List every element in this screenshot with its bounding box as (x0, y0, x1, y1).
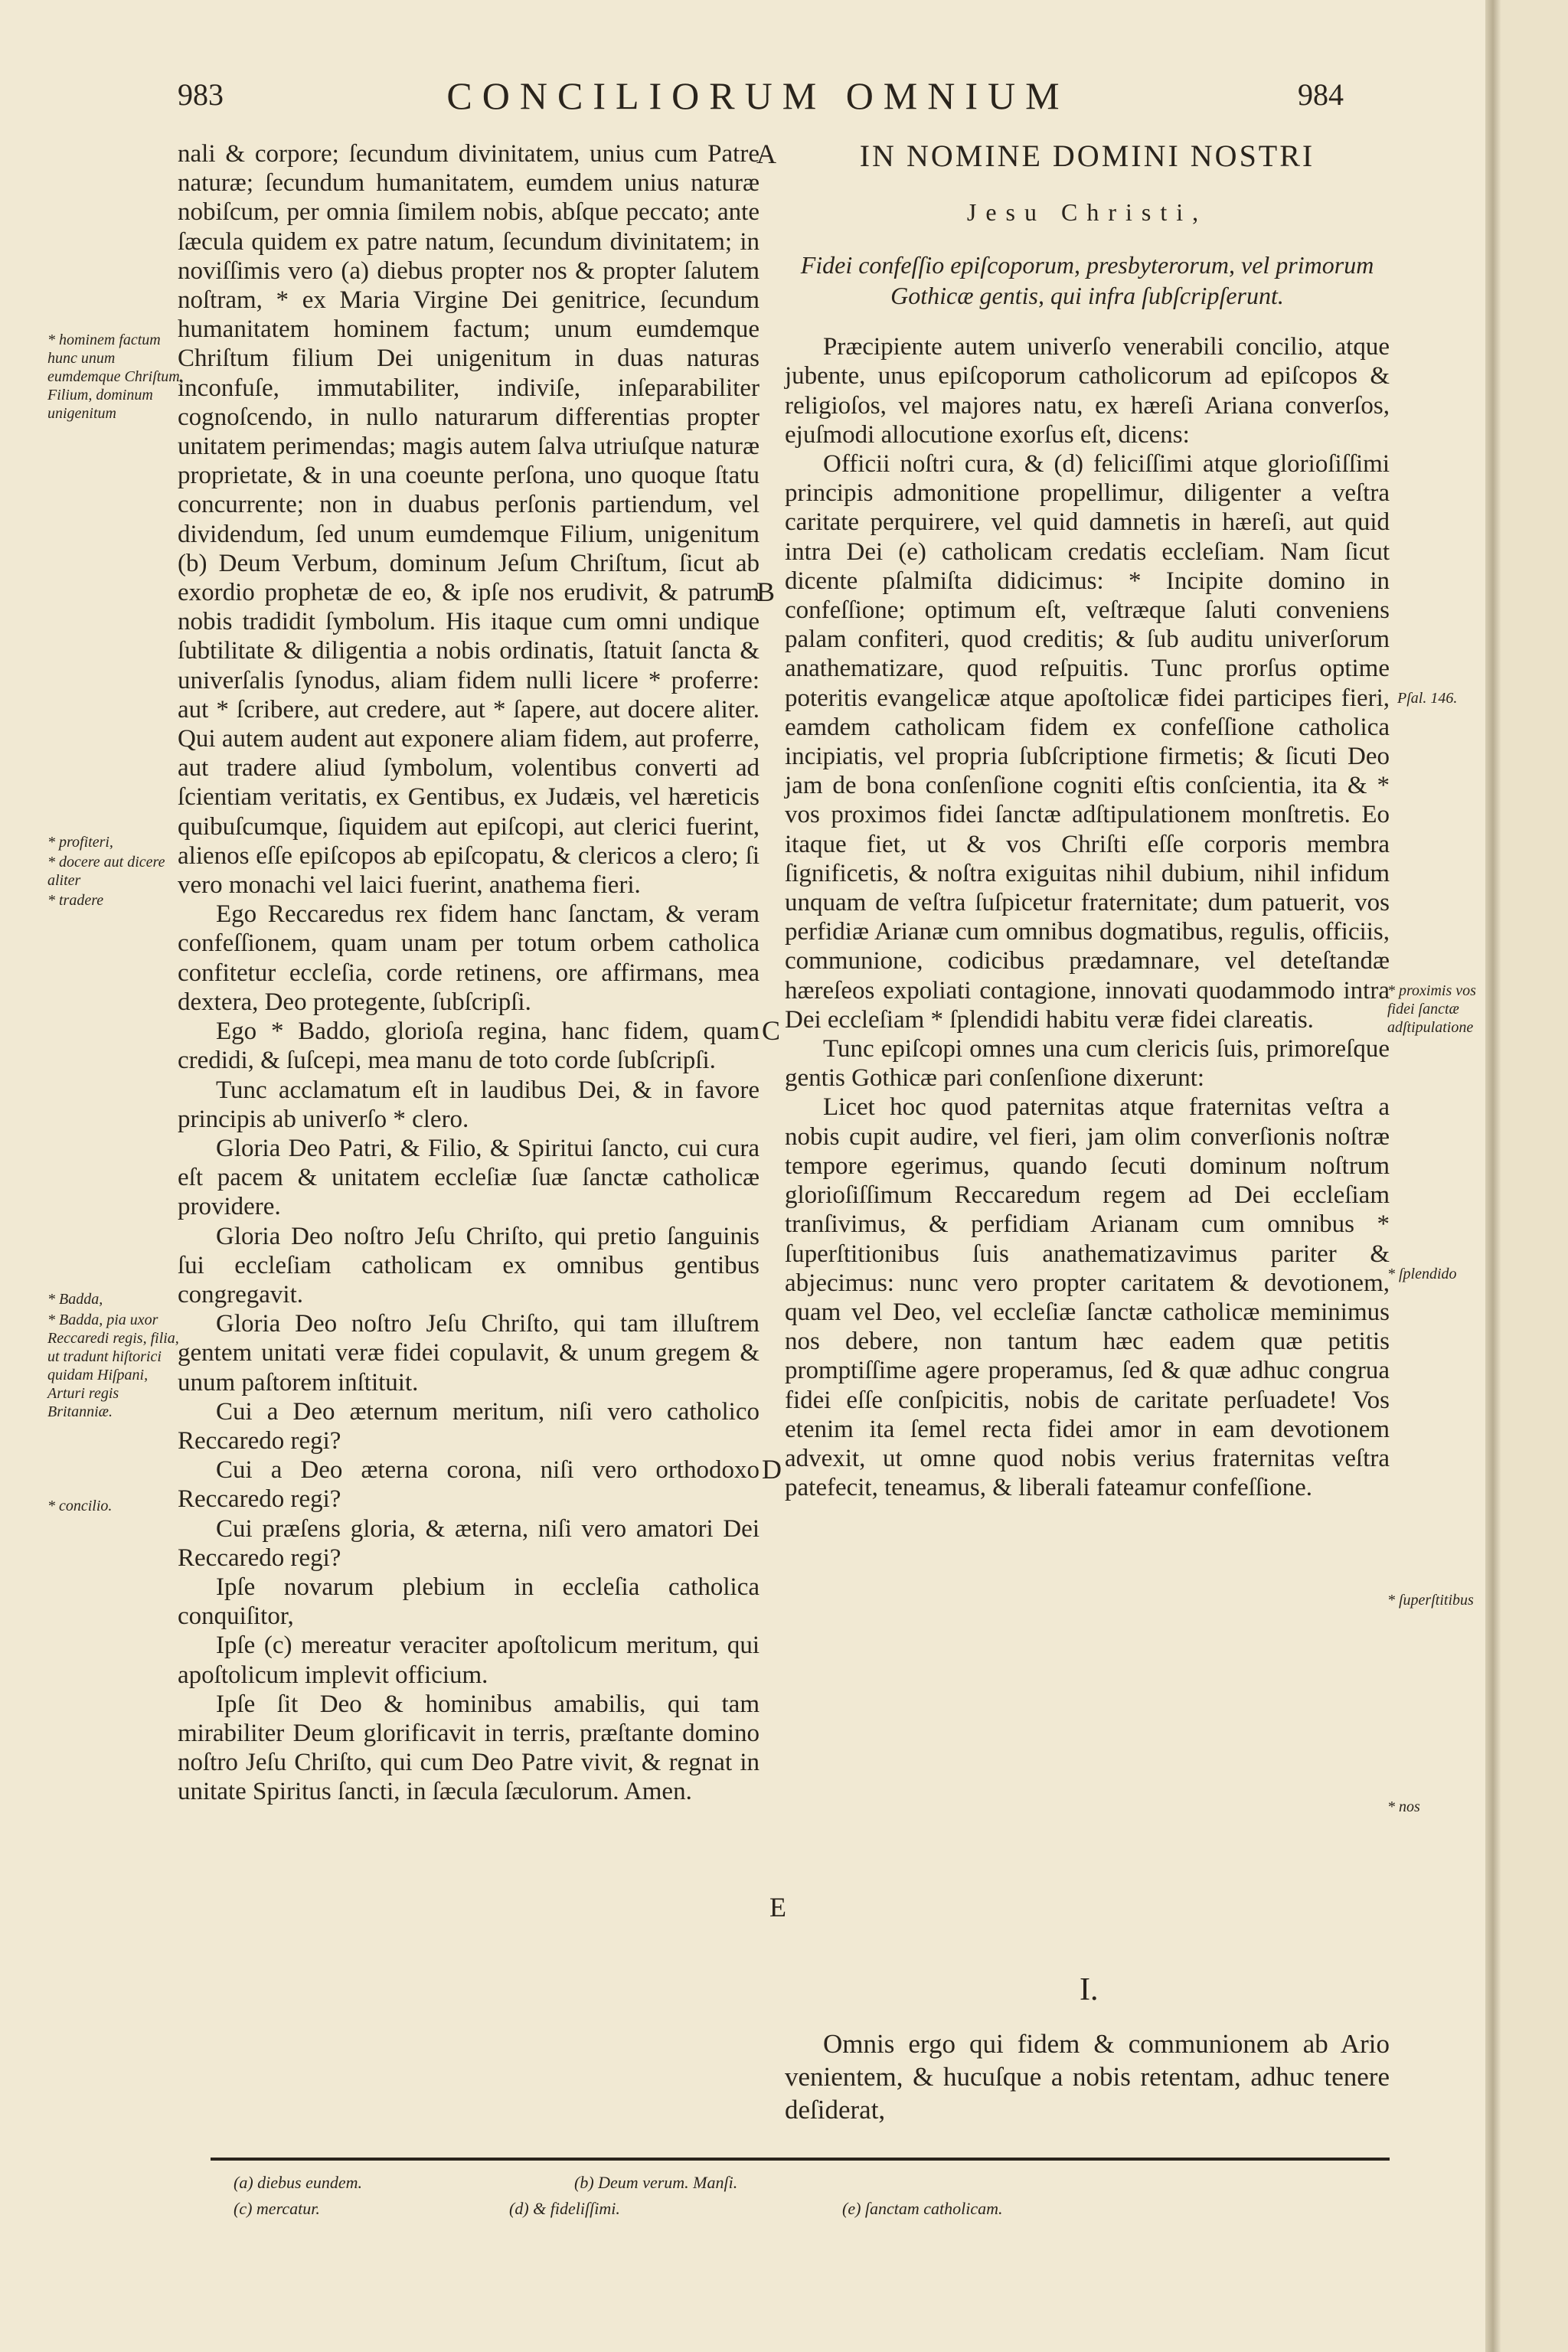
section-subtitle: Fidei confeſſio epiſcoporum, presbyterorum, vel primorum Gothicæ gentis, qui infra ſubſcripſerunt. (800, 251, 1374, 310)
footnote: (d) & fideliſſimi. (509, 2199, 620, 2218)
footnote: (a) diebus eundem. (234, 2173, 363, 2192)
section-heading: IN NOMINE DOMINI NOSTRI (859, 139, 1315, 173)
left-margin-note: * Badda, (47, 1291, 103, 1308)
left-margin-note: * tradere (47, 892, 104, 909)
right-margin-note: * nos (1387, 1798, 1420, 1815)
left-margin-note: * concilio. (47, 1498, 113, 1514)
left-paragraph: Gloria Deo noſtro Jeſu Chriſto, qui tam illuſtrem gentem unitati veræ fidei copulavit, & unum gregem & unum paſtorem inſtituit. (178, 1310, 760, 1396)
canon-number: I. (1080, 1972, 1099, 2007)
left-margin-note: * Badda, pia uxor Reccaredi regis, filia, ut tradunt hiſtorici quidam Hiſpani, Arturi regis Britanniæ. (47, 1312, 179, 1420)
right-margin-note: Pſal. 146. (1397, 690, 1458, 707)
left-paragraph: Ego * Baddo, glorioſa regina, hanc fidem, quam credidi, & ſuſcepi, mea manu de toto corde ſubſcripſi. (178, 1018, 760, 1075)
left-paragraph: Gloria Deo noſtro Jeſu Chriſto, qui pretio ſanguinis ſui eccleſiam catholicam ex omnibus gentibus congregavit. (178, 1222, 760, 1308)
left-margin-note: * profiteri, (47, 834, 113, 851)
left-paragraph: Cui præſens gloria, & æterna, niſi vero amatori Dei Reccaredo regi? (178, 1514, 760, 1572)
section-heading-name: Jesu Christi, (966, 198, 1208, 226)
section-letter: E (769, 1892, 786, 1922)
left-paragraph: Cui a Deo æternum meritum, niſi vero catholico Reccaredo regi? (178, 1397, 760, 1455)
left-paragraph: Tunc acclamatum eſt in laudibus Dei, & in favore principis ab univerſo * clero. (178, 1076, 760, 1133)
footnote: (b) Deum verum. Manſi. (574, 2173, 738, 2192)
left-paragraph: nali & corpore; ſecundum divinitatem, unius cum Patre naturæ; ſecundum humanitatem, eumdem unius naturæ nobiſcum, per omnia ſimilem nobis, abſque peccato; ante ſæcula quidem ex patre natum, ſecundum divinitatem; in noviſſimis vero (a) diebus propter nos & propter ſalutem noſtram, * ex Maria Virgine Dei genitrice, ſecundum humanitatem hominem factum; unum eumdemque Chriſtum filium Dei unigenitum in duas naturas inconfuſe, immutabiliter, indiviſe, inſeparabiliter cognoſcendo, in nullo naturarum differentias propter unitatem perimendas; magis autem ſalva utriuſque naturæ proprietate, & in una coeunte perſona, uno quoque ſtatu concurrente; non in duabus perſonis partiendum, vel dividendum, ſed unum eumdemque Filium, unigenitum (b) Deum Verbum, dominum Jeſum Chriſtum, ſicut ab exordio prophetæ de eo, & ipſe nos erudivit, & patrum nobis tradidit ſymbolum. His itaque cum omni undique ſubtilitate & diligentia a nobis ordinatis, ſtatuit ſancta & univerſalis ſynodus, aliam fidem nulli licere * proferre: aut * ſcribere, aut credere, aut * ſapere, aut docere aliter. Qui autem audent aut exponere aliam fidem, aut proferre, aut tradere aliud ſymbolum, volentibus converti ad ſcientiam veritatis, ex Gentibus, ex Judæis, vel hæreticis quibuſcumque, ſiquidem aut epiſcopi, aut clerici fuerint, alienos eſſe epiſcopos ab epiſcopatu, & clericos a clero; ſi vero monachi vel laici fuerint, anathema fieri. (178, 140, 760, 900)
left-page-number: 983 (178, 77, 224, 112)
canon-text (785, 2027, 1390, 2126)
left-paragraph: Ego Reccaredus rex fidem hanc ſanctam, & veram confeſſionem, quam unam per totum orbem catholica confitetur eccleſia, corde retinens, ore affirmans, mea dextera, Deo protegente, ſubſcripſi. (178, 900, 760, 1016)
right-page-number: 984 (1298, 77, 1344, 112)
section-letter: C (762, 1015, 781, 1046)
section-letter: A (756, 139, 776, 169)
book-gutter (1485, 0, 1501, 2352)
right-paragraph: Tunc epiſcopi omnes una cum clericis ſuis, primoreſque gentis Gothicæ pari conſenſione dixerunt: (785, 1035, 1390, 1093)
right-margin-note: * proximis vos fidei ſanctæ adſtipulatione (1387, 982, 1476, 1036)
left-paragraph: Gloria Deo Patri, & Filio, & Spiritui ſancto, cui cura eſt pacem & unitatem eccleſiæ ſuæ ſanctæ catholicæ providere. (178, 1134, 760, 1221)
left-paragraph: Cui a Deo æterna corona, niſi vero orthodoxo Reccaredo regi? (178, 1456, 760, 1514)
section-letter: D (762, 1454, 782, 1485)
left-paragraph: Ipſe (c) mereatur veraciter apoſtolicum meritum, qui apoſtolicum implevit officium. (178, 1632, 760, 1689)
right-margin-note: * ſplendido (1387, 1266, 1457, 1282)
right-paragraph: Licet hoc quod paternitas atque fraternitas veſtra a nobis cupit audire, vel fieri, jam olim converſionis noſtræ tempore egerimus, quando ſecuti dominum noſtrum glorioſiſſimum Reccaredum regem ad Dei eccleſiam tranſivimus, & perfidiam Arianam cum omnibus * ſuperſtitionibus ſuis anathematizavimus pariter & abjecimus: nunc vero propter caritatem & devotionem, quam vel Deo, vel eccleſiæ ſanctæ catholicæ meminimus nos debere, non tantum hæc eadem quæ petitis promptiſſime agere properamus, ſed & quæ adhuc congrua fidei eſſe conſpicitis, nobis de caritate perſuadete! Vos etenim ita ſemel recta fidei amor in eam devotionem advexit, ut omne quod nobis verius fraternitas veſtra patefecit, teneamus, & liberali fateamur confeſſione. (785, 1093, 1390, 1502)
right-paragraph: Omnis ergo qui fidem & communionem ab Ario venientem, & hucuſque a nobis retentam, adhuc tenere deſiderat, (785, 2029, 1390, 2125)
left-margin-note: * docere aut dicere aliter (47, 854, 165, 889)
left-column (178, 139, 760, 1807)
footnote: (c) mercatur. (234, 2199, 320, 2218)
running-title: CONCILIORUM OMNIUM (446, 74, 1070, 117)
footnote: (e) ſanctam catholicam. (842, 2199, 1003, 2218)
section-letter: B (756, 577, 776, 607)
right-paragraph: Officii noſtri cura, & (d) feliciſſimi atque glorioſiſſimi principis admonitione propellimur, diligenter a veſtra caritate perquirere, vel quid damnetis in hæreſi, aut quid intra Dei (e) catholicam credatis eccleſiam. Nam ſicut dicente pſalmiſta didicimus: * Incipite domino in confeſſione; optimum eſt, veſtræque ſaluti conveniens palam confiteri, quod creditis; & ſub auditu univerſorum anathematizare, quod reſpuitis. Tunc prorſus optime poteritis evangelicæ atque apoſtolicæ fidei participes fieri, eamdem catholicam fidem ex confeſſione catholica incipiatis, vel propria ſubſcriptione firmetis; & ſicuti Deo jam de bona conſenſione cogniti eſtis conſcientia, ita & * vos proximos fidei ſanctæ adſtipulationem monſtretis. Eo itaque fiet, ut & vos Chriſti eſſe corporis membra ſignificetis, & noſtra exiguitas nihil dubium, nihil infidum unquam de veſtra ſuſpicetur fraternitate; dum patuerit, vos perfidiæ Arianæ cum omnibus dogmatibus, regulis, officiis, communione, codicibus prædamnare, vel deteſtandæ hæreſeos expoliati contagione, innovati quodammodo intra Dei eccleſiam * ſplendidi habitu veræ fidei clareatis. (785, 450, 1390, 1034)
left-paragraph: Ipſe ſit Deo & hominibus amabilis, qui tam mirabiliter Deum glorificavit in terris, præſtante domino noſtro Jeſu Chriſto, qui cum Deo Patre vivit, & regnat in unitate Spiritus ſancti, in ſæcula ſæculorum. Amen. (178, 1690, 760, 1806)
left-paragraph: Ipſe novarum plebium in eccleſia catholica conquiſitor, (178, 1573, 760, 1631)
adjacent-page-edge (1501, 0, 1568, 2352)
right-margin-note: * ſuperſtitibus (1387, 1592, 1474, 1609)
right-paragraph: Præcipiente autem univerſo venerabili concilio, atque jubente, unus epiſcoporum catholicorum ad epiſcopos & religioſos, vel majores natu, ex hæreſi Ariana converſos, ejuſmodi allocutione exorſus eſt, dicens: (785, 333, 1390, 449)
footnote-rule (211, 2158, 1390, 2161)
right-column (785, 138, 1390, 1502)
left-margin-note: * hominem factum hunc unum eumdemque Chriſtum, Filium, dominum unigenitum (47, 332, 184, 422)
